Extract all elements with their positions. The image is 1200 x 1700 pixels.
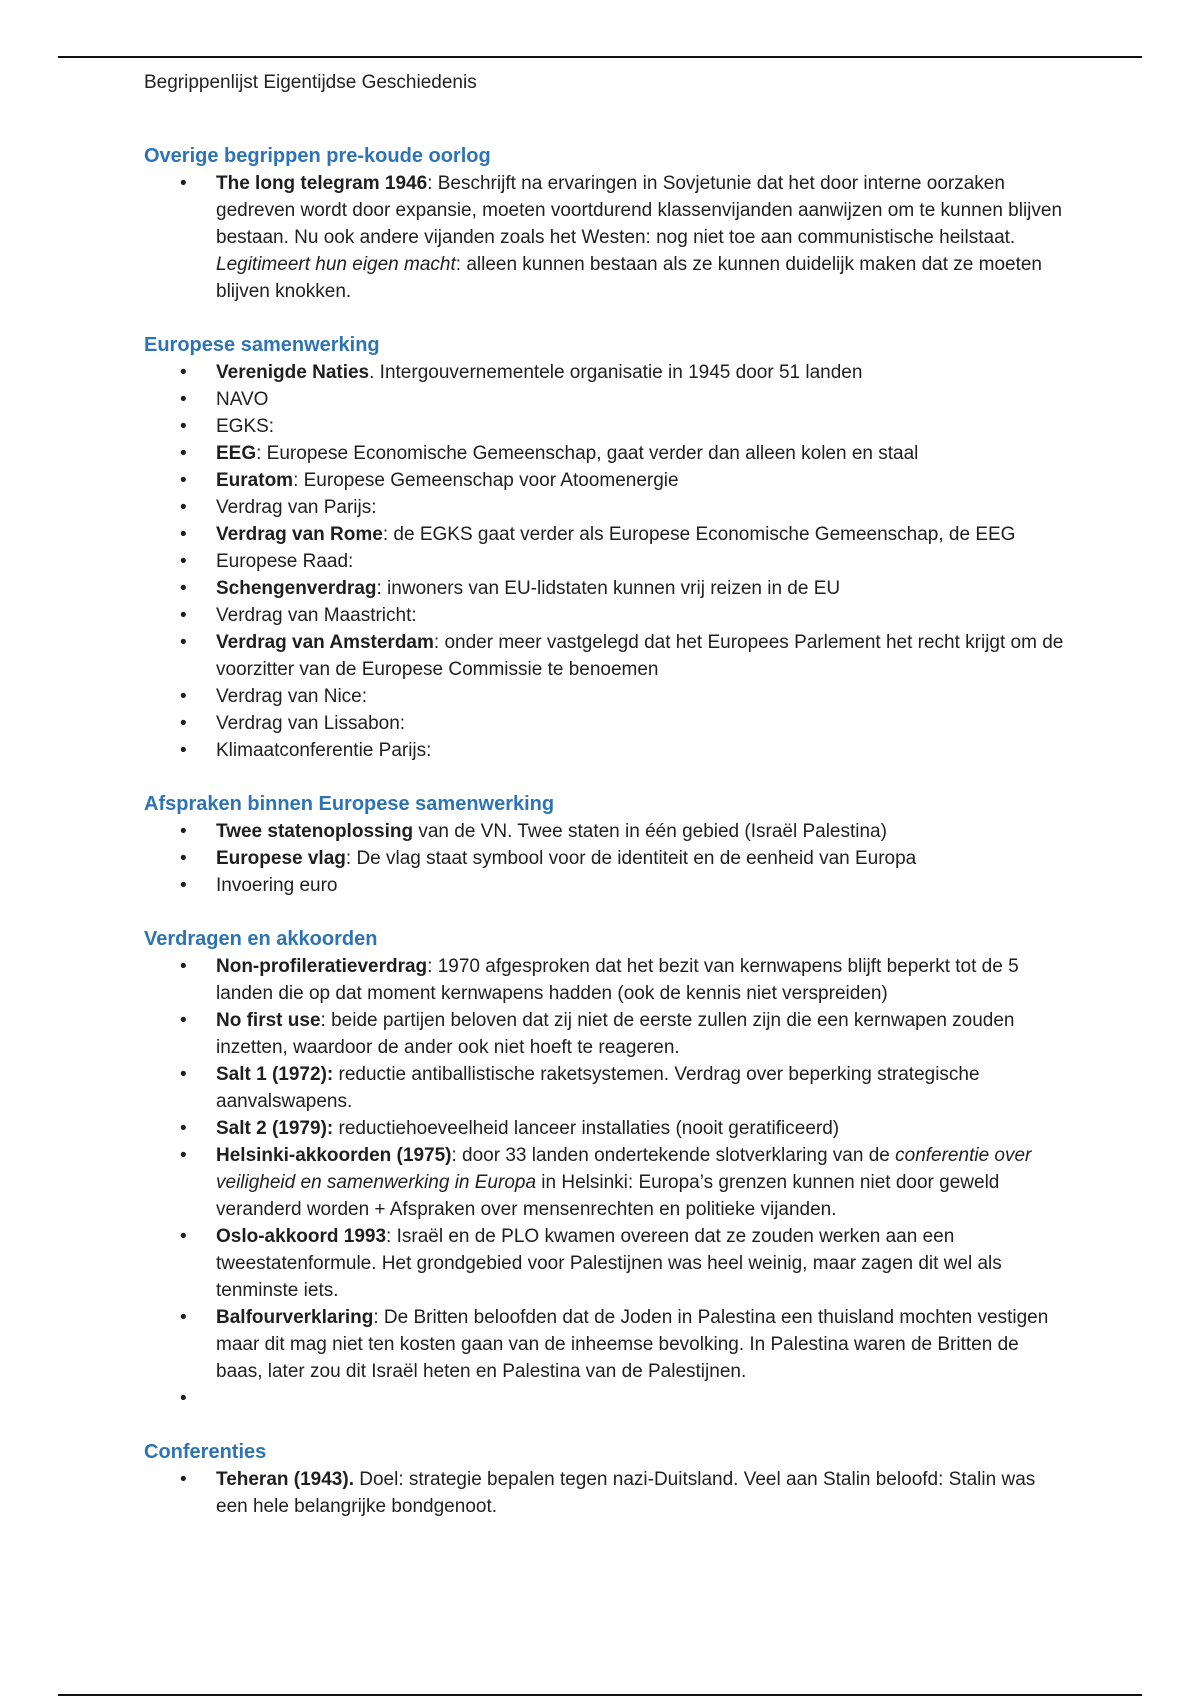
definition-text: reductie antiballistische raketsystemen. Verdrag over beperking strategische aanvalswapens. <box>216 1064 980 1112</box>
bullet-icon: • <box>180 443 187 464</box>
bullet-icon: • <box>180 605 187 626</box>
definition-text: in Helsinki: Europa’s grenzen kunnen niet door geweld veranderd worden + Afspraken over mensenrechten en politieke vijanden. <box>216 1172 1000 1220</box>
list-item <box>144 710 1064 737</box>
list-item <box>144 629 1064 683</box>
document-body <box>144 143 1064 1547</box>
definition-text: NAVO <box>216 389 269 410</box>
section <box>144 143 1064 305</box>
list-item <box>144 440 1064 467</box>
term-label: Twee statenoplossing <box>216 821 414 842</box>
bullet-icon: • <box>180 713 187 734</box>
term-label: Verdrag van Rome <box>216 524 383 545</box>
definition-text: : De Britten beloofden dat de Joden in Palestina een thuisland mochten vestigen maar dit mag niet ten kosten gaan van de inheemse bevolking. In Palestina waren de Britten de baas, later zou dit Israël heten en Palestina van de Palestijnen. <box>216 1307 1049 1382</box>
bullet-icon: • <box>180 875 187 896</box>
emphasis-text: conferentie over veiligheid en samenwerking in Europa <box>216 1145 1032 1193</box>
list-item <box>144 170 1064 305</box>
bullet-icon: • <box>180 740 187 761</box>
bullet-icon: • <box>180 632 187 653</box>
definition-text: Doel: strategie bepalen tegen nazi-Duitsland. Veel aan Stalin beloofd: Stalin was een hele belangrijke bondgenoot. <box>216 1469 1036 1517</box>
list-item <box>144 683 1064 710</box>
term-label: No first use <box>216 1010 321 1031</box>
definition-text: : alleen kunnen bestaan als ze kunnen duidelijk maken dat ze moeten blijven knokken. <box>216 254 1042 302</box>
bullet-icon: • <box>180 1064 187 1085</box>
list-item <box>144 413 1064 440</box>
definition-text: Verdrag van Lissabon: <box>216 713 406 734</box>
definition-text: Europese Raad: <box>216 551 354 572</box>
list-item <box>144 1061 1064 1115</box>
term-label: EEG <box>216 443 257 464</box>
document-header: Begrippenlijst Eigentijdse Geschiedenis <box>144 72 477 93</box>
term-label: Salt 1 (1972): <box>216 1064 334 1085</box>
bullet-icon: • <box>180 578 187 599</box>
bullet-icon: • <box>180 1226 187 1247</box>
definition-text: . Intergouvernementele organisatie in 1945 door 51 landen <box>369 362 863 383</box>
list-item <box>144 1304 1064 1385</box>
list-item <box>144 845 1064 872</box>
bullet-list <box>144 359 1064 764</box>
list-item <box>144 1385 1064 1412</box>
list-item <box>144 737 1064 764</box>
bullet-icon: • <box>180 470 187 491</box>
term-label: Helsinki-akkoorden (1975) <box>216 1145 452 1166</box>
section <box>144 791 1064 899</box>
definition-text: : onder meer vastgelegd dat het Europees Parlement het recht krijgt om de voorzitter van de Europese Commissie te benoemen <box>216 632 1064 680</box>
definition-text: : 1970 afgesproken dat het bezit van kernwapens blijft beperkt tot de 5 landen die op dat moment kernwapens hadden (ook de kennis niet verspreiden) <box>216 956 1019 1004</box>
definition-text: : Beschrijft na ervaringen in Sovjetunie dat het door interne oorzaken gedreven wordt door expansie, moeten voortdurend klassenvijanden aanwijzen om te kunnen blijven bestaan. Nu ook andere vijanden zoals het Westen: nog niet toe aan communistische heilstaat. <box>216 173 1063 248</box>
definition-text: : de EGKS gaat verder als Europese Economische Gemeenschap, de EEG <box>382 524 1016 545</box>
list-item <box>144 1115 1064 1142</box>
bullet-icon: • <box>180 551 187 572</box>
bullet-icon: • <box>180 1010 187 1031</box>
bullet-icon: • <box>180 362 187 383</box>
term-label: Euratom <box>216 470 294 491</box>
definition-text: Verdrag van Maastricht: <box>216 605 417 626</box>
definition-text: : Europese Economische Gemeenschap, gaat verder dan alleen kolen en staal <box>256 443 919 464</box>
bullet-icon: • <box>180 497 187 518</box>
bullet-icon: • <box>180 686 187 707</box>
emphasis-text: Legitimeert hun eigen macht <box>216 254 456 275</box>
definition-text: Verdrag van Nice: <box>216 686 368 707</box>
list-item <box>144 818 1064 845</box>
definition-text: : Europese Gemeenschap voor Atoomenergie <box>293 470 679 491</box>
term-label: Schengenverdrag <box>216 578 377 599</box>
definition-text: : Israël en de PLO kwamen overeen dat ze zouden werken aan een tweestatenformule. Het grondgebied voor Palestijnen was heel weinig, maar zagen dit wel als tenminste iets. <box>216 1226 1002 1301</box>
term-label: Balfourverklaring <box>216 1307 374 1328</box>
definition-text: : De vlag staat symbool voor de identiteit en de eenheid van Europa <box>345 848 917 869</box>
section-heading: Afspraken binnen Europese samenwerking <box>144 793 555 815</box>
bullet-icon: • <box>180 1118 187 1139</box>
bullet-list <box>144 170 1064 305</box>
term-label: Salt 2 (1979): <box>216 1118 334 1139</box>
list-item <box>144 1466 1064 1520</box>
section <box>144 1439 1064 1520</box>
bullet-icon: • <box>180 524 187 545</box>
section <box>144 926 1064 1412</box>
footer-rule <box>58 1694 1142 1696</box>
definition-text: reductiehoeveelheid lanceer installaties (nooit geratificeerd) <box>333 1118 840 1139</box>
section-heading: Conferenties <box>144 1441 267 1463</box>
bullet-icon: • <box>180 1388 187 1409</box>
term-label: Verdrag van Amsterdam <box>216 632 434 653</box>
list-item <box>144 494 1064 521</box>
term-label: Verenigde Naties <box>216 362 370 383</box>
list-item <box>144 386 1064 413</box>
bullet-list <box>144 953 1064 1412</box>
bullet-icon: • <box>180 389 187 410</box>
definition-text: Klimaatconferentie Parijs: <box>216 740 432 761</box>
list-item <box>144 521 1064 548</box>
section-heading: Verdragen en akkoorden <box>144 928 378 950</box>
list-item <box>144 1223 1064 1304</box>
bullet-icon: • <box>180 956 187 977</box>
section-heading: Europese samenwerking <box>144 334 380 356</box>
definition-text: : inwoners van EU-lidstaten kunnen vrij reizen in de EU <box>376 578 841 599</box>
term-label: Non-profileratieverdrag <box>216 956 428 977</box>
bullet-icon: • <box>180 1145 187 1166</box>
bullet-icon: • <box>180 173 187 194</box>
bullet-icon: • <box>180 848 187 869</box>
list-item <box>144 548 1064 575</box>
bullet-icon: • <box>180 821 187 842</box>
list-item <box>144 1142 1064 1223</box>
term-label: Oslo-akkoord 1993 <box>216 1226 387 1247</box>
term-label: Teheran (1943). <box>216 1469 354 1490</box>
list-item <box>144 575 1064 602</box>
bullet-list <box>144 818 1064 899</box>
definition-text: : door 33 landen ondertekende slotverklaring van de <box>451 1145 896 1166</box>
header-rule <box>58 56 1142 58</box>
section-heading: Overige begrippen pre-koude oorlog <box>144 145 491 167</box>
bullet-icon: • <box>180 1469 187 1490</box>
term-label: Europese vlag <box>216 848 346 869</box>
definition-text: van de VN. Twee staten in één gebied (Israël Palestina) <box>413 821 887 842</box>
list-item <box>144 359 1064 386</box>
section <box>144 332 1064 764</box>
bullet-list <box>144 1466 1064 1520</box>
list-item <box>144 872 1064 899</box>
list-item <box>144 953 1064 1007</box>
term-label: The long telegram 1946 <box>216 173 428 194</box>
definition-text: Invoering euro <box>216 875 338 896</box>
bullet-icon: • <box>180 416 187 437</box>
list-item <box>144 467 1064 494</box>
list-item <box>144 602 1064 629</box>
bullet-icon: • <box>180 1307 187 1328</box>
definition-text: : beide partijen beloven dat zij niet de eerste zullen zijn die een kernwapen zouden inzetten, waardoor de ander ook niet hoeft te reageren. <box>216 1010 1015 1058</box>
definition-text: EGKS: <box>216 416 275 437</box>
list-item <box>144 1007 1064 1061</box>
definition-text: Verdrag van Parijs: <box>216 497 377 518</box>
